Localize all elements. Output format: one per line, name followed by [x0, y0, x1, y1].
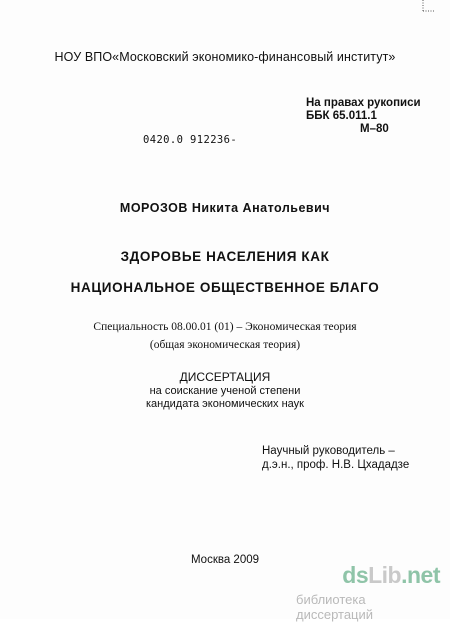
- bbk-code: ББК 65.011.1: [306, 110, 377, 122]
- dslib-watermark: [296, 562, 446, 622]
- dslib-logo: [342, 562, 440, 589]
- advisor-name: д.э.н., проф. Н.В. Цхададзе: [262, 459, 410, 471]
- rights-block: [306, 97, 421, 136]
- degree-purpose: на соискание ученой степени: [149, 385, 301, 397]
- specialty-line: Специальность 08.00.01 (01) – Экономическая теория: [93, 321, 357, 333]
- specialty-subline: (общая экономическая теория): [149, 339, 301, 351]
- thesis-title-line-2: НАЦИОНАЛЬНОЕ ОБЩЕСТВЕННОЕ БЛАГО: [70, 280, 380, 295]
- degree-name: кандидата экономических наук: [145, 398, 304, 410]
- logo-part-net: .net: [401, 562, 440, 588]
- city-year: Москва 2009: [190, 554, 260, 566]
- advisor-label: Научный руководитель –: [262, 445, 395, 457]
- corner-scan-mark: [422, 0, 435, 13]
- logo-part-lib: Lib: [368, 562, 402, 588]
- dissertation-heading: ДИССЕРТАЦИЯ: [179, 370, 271, 384]
- author-mark: М–80: [360, 123, 389, 135]
- thesis-title-line-1: ЗДОРОВЬЕ НАСЕЛЕНИЯ КАК: [120, 249, 330, 264]
- author-name: МОРОЗОВ Никита Анатольевич: [119, 201, 331, 215]
- logo-part-ds: ds: [342, 562, 369, 588]
- advisor-block: [262, 444, 409, 472]
- rights-label: На правах рукописи: [306, 97, 421, 109]
- accession-number: 0420.0 912236-: [143, 134, 238, 146]
- watermark-subtitle: библиотека диссертаций: [296, 592, 374, 622]
- institute-name: НОУ ВПО«Московский экономико-финансовый институт»: [54, 50, 396, 64]
